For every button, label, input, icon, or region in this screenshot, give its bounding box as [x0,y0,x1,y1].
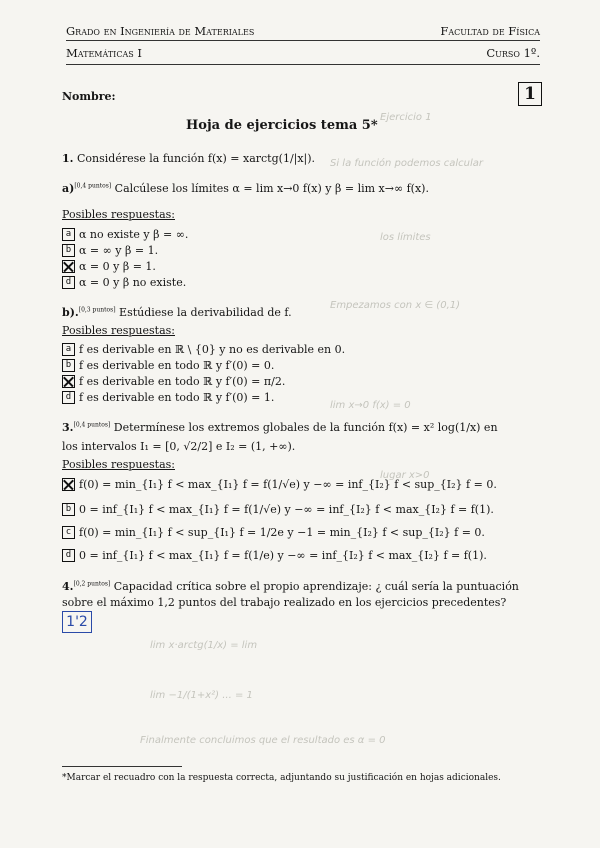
q1-number: 1. [62,152,74,165]
bleed-through-text: lim x→0 f(x) = 0 [330,400,411,411]
q4-answer-box[interactable]: 1'2 [62,611,92,633]
q1b-statement [62,306,292,319]
course-label: Curso 1º. [486,46,540,60]
bleed-through-text: lim x·arctg(1/x) = lim [150,640,258,651]
q4-text-1: Capacidad crítica sobre el propio aprendizaje: ¿ cuál sería la puntuación [113,580,519,593]
q4-statement-line2: sobre el máximo 1,2 puntos del trabajo realizado en los ejercicios precedentes? [62,596,507,609]
option-text: α = 0 y β = 1. [79,260,156,273]
bleed-through-text: Empezamos con x ∈ (0,1) [330,300,461,311]
bleed-through-text: Si la función podemos calcular [330,158,483,169]
subject-label: Matemáticas I [66,46,142,60]
q3-number: 3. [62,421,74,434]
option-text: f es derivable en todo ℝ y f′(0) = 0. [79,359,275,372]
q1a-option-a[interactable] [62,228,188,241]
q3-option-b[interactable] [62,503,494,516]
checkbox-c[interactable]: c [62,526,75,539]
q1b-text: Estúdiese la derivabilidad de f. [119,306,292,319]
q4-number: 4. [62,580,74,593]
checkbox-b[interactable]: b [62,244,75,257]
q1a-answers-label: Posibles respuestas: [62,208,175,221]
bleed-through-text: los límites [380,232,431,243]
checkbox-c-marked[interactable] [62,260,75,273]
option-text: f es derivable en todo ℝ y f′(0) = π/2. [79,375,286,388]
q1-text: Considérese la función f(x) = xarctg(1/|x|). [76,152,316,165]
sheet-title: Hoja de ejercicios tema 5* [186,118,378,133]
q1a-option-b[interactable] [62,244,158,257]
bleed-through-text: Ejercicio 1 [380,112,432,123]
header-row-1 [66,24,540,38]
faculty-label: Facultad de Física [440,24,540,38]
q3-option-a[interactable] [62,478,497,491]
header-divider [66,40,540,41]
degree-label: Grado en Ingeniería de Materiales [66,24,255,38]
q1b-points: [0,3 puntos] [78,306,116,314]
option-text: α = 0 y β no existe. [79,276,187,289]
q1a-text: Calcúlese los límites α = lim x→0 f(x) y β = lim x→∞ f(x). [114,182,429,195]
q3-statement-line1 [62,421,542,434]
footnote: *Marcar el recuadro con la respuesta correcta, adjuntando su justificación en hojas adicionales. [62,773,501,783]
q3-option-c[interactable] [62,526,485,539]
checkbox-a-marked[interactable] [62,478,75,491]
q4-statement-line1 [62,580,542,593]
q3-answers-label: Posibles respuestas: [62,458,175,471]
checkbox-b[interactable]: b [62,503,75,516]
q3-text-1: Determínese los extremos globales de la función f(x) = x² log(1/x) en [113,421,498,434]
header-row-2 [66,46,540,60]
q1b-option-d[interactable] [62,391,274,404]
q1b-option-c[interactable] [62,375,285,388]
checkbox-d[interactable]: d [62,549,75,562]
q4-points: [0,2 puntos] [73,580,111,588]
checkbox-c-marked[interactable] [62,375,75,388]
bleed-through-text: Finalmente concluimos que el resultado es α = 0 [140,735,386,746]
q1b-answers-label: Posibles respuestas: [62,324,175,337]
bleed-through-text: lim −1/(1+x²) ... = 1 [150,690,253,701]
checkbox-a[interactable]: a [62,228,75,241]
q3-statement-line2: los intervalos I₁ = [0, √2/2] e I₂ = (1, +∞). [62,440,296,453]
q3-option-d[interactable] [62,549,487,562]
option-text: f es derivable en todo ℝ y f′(0) = 1. [79,391,275,404]
q1b-label: b). [62,306,79,319]
name-label: Nombre: [62,90,116,103]
q1-statement [62,152,315,165]
checkbox-d[interactable]: d [62,391,75,404]
bleed-through-text: lugar x>0 [380,470,430,481]
q1a-option-d[interactable] [62,276,186,289]
option-text: α = ∞ y β = 1. [79,244,159,257]
q1a-option-c[interactable] [62,260,156,273]
q1a-label: a) [62,182,75,195]
checkbox-d[interactable]: d [62,276,75,289]
sheet-number-box: 1 [518,82,542,106]
footnote-rule [62,766,182,767]
option-text: 0 = inf_{I₁} f < max_{I₁} f = f(1/√e) y −∞ = inf_{I₂} f < max_{I₂} f = f(1). [79,503,494,516]
q3-points: [0,4 puntos] [73,421,111,429]
q1a-points: [0,4 puntos] [74,182,112,190]
option-text: f(0) = min_{I₁} f < sup_{I₁} f = 1/2e y −1 = min_{I₂} f < sup_{I₂} f = 0. [79,526,485,539]
option-text: f es derivable en ℝ \ {0} y no es derivable en 0. [79,343,346,356]
option-text: α no existe y β = ∞. [79,228,189,241]
q1b-option-a[interactable] [62,343,345,356]
checkbox-a[interactable]: a [62,343,75,356]
option-text: 0 = inf_{I₁} f < max_{I₁} f = f(1/e) y −∞ = inf_{I₂} f < max_{I₂} f = f(1). [79,549,487,562]
q1b-option-b[interactable] [62,359,274,372]
header-bottom-rule [66,64,540,65]
checkbox-b[interactable]: b [62,359,75,372]
option-text: f(0) = min_{I₁} f < max_{I₁} f = f(1/√e) y −∞ = inf_{I₂} f < sup_{I₂} f = 0. [79,478,497,491]
q1a-statement [62,182,429,195]
